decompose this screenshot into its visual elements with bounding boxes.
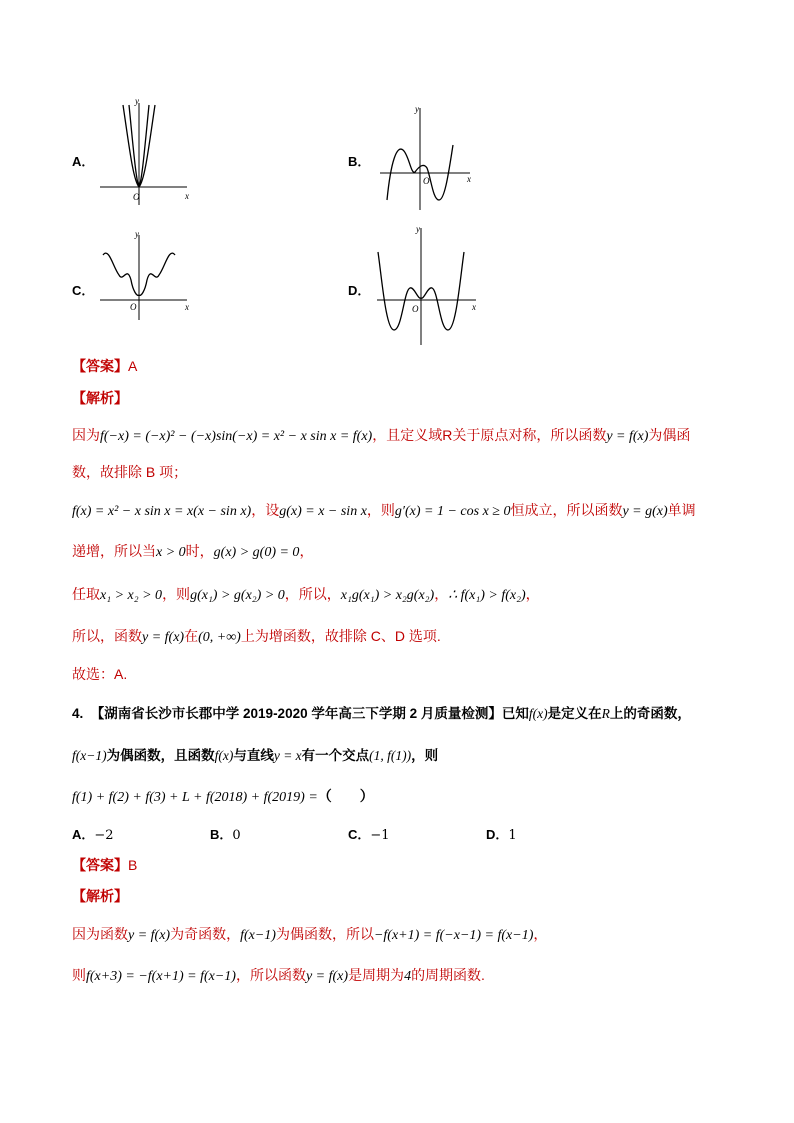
q3-line3: f(x) = x² − x sin x = x(x − sin x)，设g(x) = x − sin x，则g′(x) = 1 − cos x ≥ 0恒成立，所以函数y = g(x)单调 — [72, 502, 696, 519]
q4-analysis-line2: 则f(x+3) = −f(x+1) = f(x−1)，所以函数y = f(x)是周期为4的周期函数. — [72, 967, 485, 984]
q4-stem-line3: f(1) + f(2) + f(3) + L + f(2018) + f(2019) =（ ） — [72, 788, 374, 805]
option-b-graph — [375, 100, 480, 215]
q4-choice-c[interactable]: C．−1 — [348, 827, 390, 843]
option-d-label: D． — [348, 283, 371, 298]
q4-choice-a[interactable]: A．−2 — [72, 827, 114, 843]
axis-o: O — [412, 304, 419, 314]
option-c-label: C． — [72, 283, 95, 298]
axis-y: y — [135, 96, 139, 106]
axis-o: O — [130, 302, 137, 312]
option-a-label: A． — [72, 154, 95, 169]
q3-line5: 任取x₁ > x₂ > 0，则g(x₁) > g(x₂) > 0，所以，x₁g(x₁) > x₂g(x₂)，∴ f(x₁) > f(x₂)， — [72, 586, 540, 603]
q3-answer: 【答案】A — [72, 358, 138, 374]
q4-stem-line2: f(x−1)为偶函数，且函数f(x)与直线y = x有一个交点(1, f(1))，则 — [72, 748, 439, 763]
q4-choice-d[interactable]: D．1 — [486, 827, 517, 843]
axis-y: y — [135, 229, 139, 239]
option-a-graph — [95, 95, 195, 210]
q3-line7: 故选：A. — [72, 666, 128, 682]
axis-y: y — [416, 224, 420, 234]
q3-line6: 所以，函数y = f(x)在(0, +∞)上为增函数，故排除 C、D 选项. — [72, 628, 441, 645]
q3-analysis-tag: 【解析】 — [72, 390, 128, 406]
axis-x: x — [185, 191, 189, 201]
option-c-graph — [95, 225, 195, 325]
q3-line2: 数，故排除 B 项； — [72, 464, 188, 480]
axis-o: O — [423, 176, 430, 186]
option-d-graph — [372, 220, 484, 350]
axis-x: x — [472, 302, 476, 312]
option-b-label: B． — [348, 154, 371, 169]
q4-answer: 【答案】B — [72, 857, 138, 873]
q4-stem-line1: 4. 【湖南省长沙市长郡中学 2019-2020 学年高三下学期 2 月质量检测】已知f(x)是定义在R上的奇函数， — [72, 706, 691, 721]
q4-choice-b[interactable]: B．0 — [210, 827, 241, 843]
axis-y: y — [415, 104, 419, 114]
axis-o: O — [133, 192, 140, 202]
q3-line1: 因为f(−x) = (−x)² − (−x)sin(−x) = x² − x sin x = f(x)，且定义域R关于原点对称，所以函数y = f(x)为偶函 — [72, 427, 691, 444]
q3-line4: 递增，所以当x > 0时，g(x) > g(0) = 0， — [72, 543, 314, 560]
q4-analysis-line1: 因为函数y = f(x)为奇函数，f(x−1)为偶函数，所以−f(x+1) = f(−x−1) = f(x−1)， — [72, 926, 548, 943]
q4-analysis-tag: 【解析】 — [72, 888, 128, 904]
axis-x: x — [185, 302, 189, 312]
axis-x: x — [467, 174, 471, 184]
